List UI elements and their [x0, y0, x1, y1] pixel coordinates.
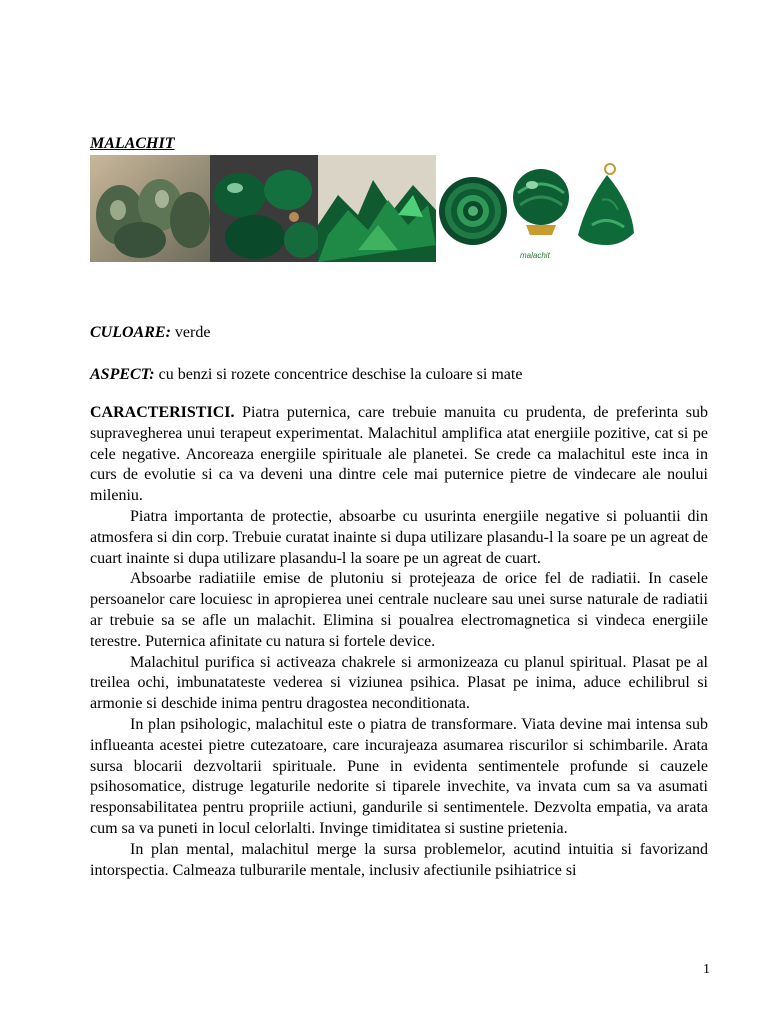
paragraph-caracteristici — [90, 403, 708, 507]
aspect-label: ASPECT: — [90, 366, 155, 383]
paragraph: Malachitul purifica si activeaza chakrele si armonizeaza cu planul spiritual. Plasat pe al treilea ochi, imbunatateste vederea si viziunea psihica. Plasat pe inima, aduce echilibrul si armonie si deschide inima pentru dragostea neconditionata. — [90, 653, 708, 713]
paragraph: Piatra importanta de protectie, absoarbe cu usurinta energiile negative si poluantii din atmosfera si din corp. Trebuie curatat inainte si dupa utilizare plasandu-l la soare pe un agreat de cuart inainte si dupa utilizare plasandu-l la soare pe un agreat de cuart. — [90, 507, 709, 567]
aspect-line — [90, 364, 522, 385]
document-title: MALACHIT — [90, 135, 175, 152]
aspect-value: cu benzi si rozete concentrice deschise la culoare si mate — [158, 366, 523, 383]
body-text — [90, 403, 708, 881]
malachite-pendant-photo — [572, 155, 642, 262]
culoare-value: verde — [174, 324, 211, 341]
culoare-line — [90, 322, 210, 343]
malachite-photo-strip — [90, 155, 642, 262]
culoare-label: CULOARE: — [90, 324, 171, 341]
image-caption: malachit — [520, 251, 550, 260]
paragraph: In plan mental, malachitul merge la sursa problemelor, acutind intuitia si favorizand intorspectia. Calmeaza tulburarile mentale, inclusiv afectiunile psihiatrice si — [90, 840, 708, 879]
tumbled-malachite-photo — [210, 155, 318, 262]
paragraph-text: Piatra puternica, care trebuie manuita cu prudenta, de preferinta sub supravegherea unui terapeut experimentat. Malachitul amplifica atat energiile pozitive, cat si pe cele negative. Ancoreaza energiile spirituale ale planetei. Se crede ca malachitul este inca in curs de evolutie si ca va deveni una dintre cele mai puternice pietre de vindecare ale noului mileniu. — [90, 404, 709, 505]
crystal-malachite-photo — [318, 155, 436, 262]
malachite-sphere-photo — [510, 155, 572, 262]
raw-malachite-photo — [90, 155, 210, 262]
banded-malachite-photo — [436, 155, 510, 262]
paragraph: In plan psihologic, malachitul este o piatra de transformare. Viata devine mai intensa sub influeanta acestei pietre cutezatoare, care incurajeaza asumarea riscurilor si schimbarile. Arata sursa blocarii dezvoltarii spirituale. Pune in evidenta sentimentele profunde si cauzele psihosomatice, distruge legaturile nedorite si tiparele invechite, va invata cum sa va asumati responsabilitatea pentru propriile actiuni, gandurile si sentimentele. Dezvolta empatia, va arata cum sa va puneti in locul celorlalti. Invinge timiditatea si sustine prietenia. — [90, 715, 708, 837]
paragraph: Absoarbe radiatiile emise de plutoniu si protejeaza de orice fel de radiatii. In casele persoanelor care locuiesc in apropierea unei centrale nucleare sau unei surse naturale de radiatii ar trebuie sa se afle un malachit. Elimina si poualrea electromagnetica si vindeca energiile terestre. Puternica afinitate cu natura si fortele device. — [90, 570, 708, 650]
page-number: 1 — [703, 962, 710, 977]
paragraph-lead: CARACTERISTICI. — [90, 404, 235, 421]
